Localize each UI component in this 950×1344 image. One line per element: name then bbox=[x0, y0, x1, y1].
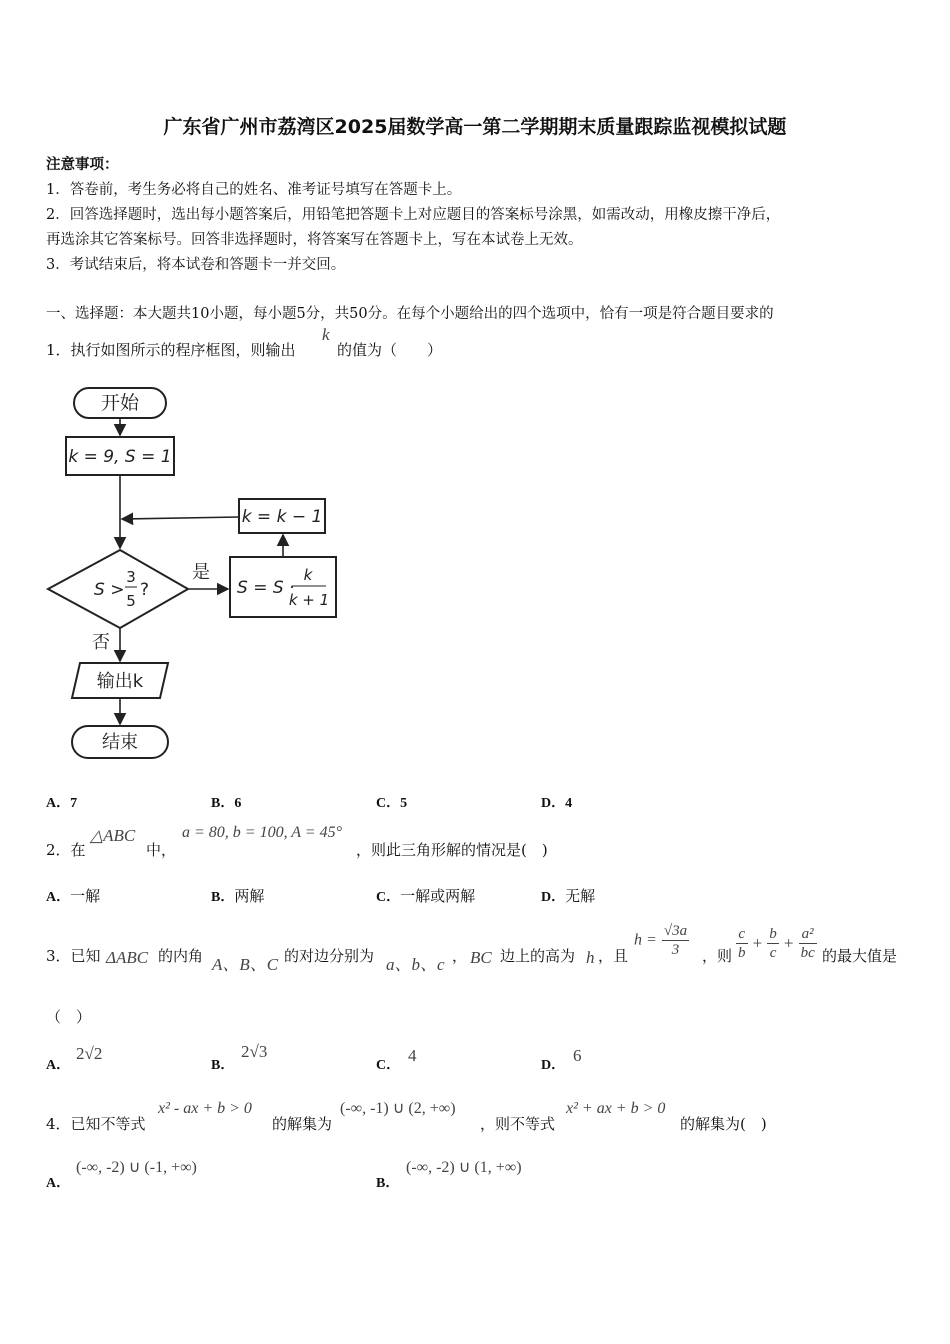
option-letter: B． bbox=[211, 890, 235, 905]
question-3-text: ，则 bbox=[702, 947, 733, 965]
option-letter: C． bbox=[376, 890, 401, 905]
question-4-text: 的解集为( ) bbox=[680, 1115, 767, 1133]
notice-item: 1．答卷前，考生务必将自己的姓名、准考证号填写在答题卡上。 bbox=[46, 182, 462, 198]
question-4-inequality: x² - ax + b > 0 bbox=[158, 1100, 252, 1117]
question-4-text: ，则不等式 bbox=[480, 1115, 556, 1133]
option-a[interactable]: 2√2 bbox=[76, 1044, 103, 1063]
option-letter: A． bbox=[46, 1058, 71, 1073]
option-a[interactable]: 7 bbox=[70, 796, 78, 811]
question-4-solution-set: (-∞, -1) ∪ (2, +∞) bbox=[340, 1100, 456, 1117]
init-label: k = 9, S = 1 bbox=[68, 447, 172, 467]
question-2-prefix: 2．在 bbox=[46, 841, 86, 859]
notice-item: 2．回答选择题时，选出每小题答案后，用铅笔把答题卡上对应题目的答案标号涂黑，如需改动，用橡皮擦干净后， bbox=[46, 207, 781, 223]
assign-numerator: k bbox=[303, 566, 313, 584]
option-b[interactable]: 两解 bbox=[234, 887, 265, 905]
option-d[interactable]: 4 bbox=[565, 796, 573, 811]
question-2-mid: 中， bbox=[146, 841, 177, 859]
question-3-text: 的内角 bbox=[158, 947, 204, 965]
question-3-text: 的对边分别为 bbox=[284, 947, 375, 965]
question-4-inequality: x² + ax + b > 0 bbox=[566, 1100, 666, 1117]
option-letter: D． bbox=[541, 796, 566, 811]
option-letter: A． bbox=[46, 890, 71, 905]
option-c[interactable]: 5 bbox=[400, 796, 408, 811]
question-2-suffix: ，则此三角形解的情况是( ) bbox=[356, 841, 548, 859]
update-label: k = k − 1 bbox=[241, 507, 323, 527]
option-letter: C． bbox=[376, 1058, 401, 1073]
option-d[interactable]: 无解 bbox=[565, 887, 596, 905]
question-3-paren: （ ） bbox=[46, 1008, 92, 1026]
question-2-condition: a = 80, b = 100, A = 45° bbox=[182, 824, 342, 841]
question-3-angles: A、B、C bbox=[212, 955, 279, 974]
question-3-h: h bbox=[586, 948, 595, 967]
end-label: 结束 bbox=[102, 732, 138, 753]
question-4-text: 的解集为 bbox=[272, 1115, 333, 1133]
option-letter: B． bbox=[211, 1058, 235, 1073]
question-1-suffix: 的值为（ ） bbox=[337, 341, 443, 359]
notice-heading: 注意事项： bbox=[46, 156, 119, 173]
option-letter: D． bbox=[541, 1058, 566, 1073]
notice-item: 3．考试结束后，将本试卷和答题卡一并交回。 bbox=[46, 257, 346, 273]
assign-label: S = S · bbox=[237, 578, 295, 598]
start-label: 开始 bbox=[100, 392, 140, 414]
no-label: 否 bbox=[92, 632, 110, 653]
option-letter: C． bbox=[376, 796, 401, 811]
notice-item: 再选涂其它答案标号。回答非选择题时，将答案写在答题卡上，写在本试卷上无效。 bbox=[46, 232, 583, 248]
page-title: 广东省广州市荔湾区2025届数学高一第二学期期末质量跟踪监视模拟试题 bbox=[163, 116, 787, 138]
yes-label: 是 bbox=[192, 562, 210, 583]
option-a[interactable]: (-∞, -2) ∪ (-1, +∞) bbox=[76, 1159, 197, 1176]
question-3-text: 3．已知 bbox=[46, 947, 101, 965]
option-b[interactable]: (-∞, -2) ∪ (1, +∞) bbox=[406, 1159, 522, 1176]
cond-question: ? bbox=[140, 580, 150, 600]
question-3-sides: a、b、c bbox=[386, 955, 445, 974]
question-4-text: 4．已知不等式 bbox=[46, 1115, 146, 1133]
question-3-h-formula: h = $\frac{√3a}{3}$ bbox=[634, 923, 688, 958]
option-letter: A． bbox=[46, 796, 71, 811]
question-3-text: 边上的高为 bbox=[500, 947, 576, 965]
option-d[interactable]: 6 bbox=[573, 1046, 582, 1065]
cond-denominator: 5 bbox=[126, 592, 136, 610]
option-letter: D． bbox=[541, 890, 566, 905]
question-3-text: 的最大值是 bbox=[822, 947, 898, 965]
flowchart bbox=[40, 380, 360, 770]
option-c[interactable]: 一解或两解 bbox=[400, 887, 476, 905]
cond-numerator: 3 bbox=[126, 568, 136, 586]
question-1-var: k bbox=[322, 325, 330, 344]
question-3-bc: BC bbox=[470, 948, 492, 967]
question-3-triangle: ΔABC bbox=[106, 948, 149, 967]
option-letter: A． bbox=[46, 1176, 71, 1191]
question-2-triangle: △ABC bbox=[90, 826, 136, 845]
option-letter: B． bbox=[211, 796, 235, 811]
question-3-text: ，且 bbox=[598, 947, 629, 965]
option-letter: B． bbox=[376, 1176, 400, 1191]
question-1-prefix: 1．执行如图所示的程序框图，则输出 bbox=[46, 341, 296, 359]
option-b[interactable]: 2√3 bbox=[241, 1042, 268, 1061]
assign-denominator: k + 1 bbox=[288, 591, 330, 609]
option-b[interactable]: 6 bbox=[234, 796, 242, 811]
option-c[interactable]: 4 bbox=[408, 1046, 417, 1065]
output-label: 输出k bbox=[96, 671, 144, 692]
section-heading: 一、选择题：本大题共10小题，每小题5分，共50分。在每个小题给出的四个选项中，恰有一项是符合题目要求的 bbox=[46, 306, 774, 322]
cond-label: S > bbox=[94, 580, 125, 600]
option-a[interactable]: 一解 bbox=[70, 887, 101, 905]
question-3-text: ， bbox=[452, 947, 468, 965]
question-3-expression: $\frac{c}{b}$ + $\frac{b}{c}$ + $\frac{\text{a²}}{bc}$ bbox=[738, 926, 815, 961]
